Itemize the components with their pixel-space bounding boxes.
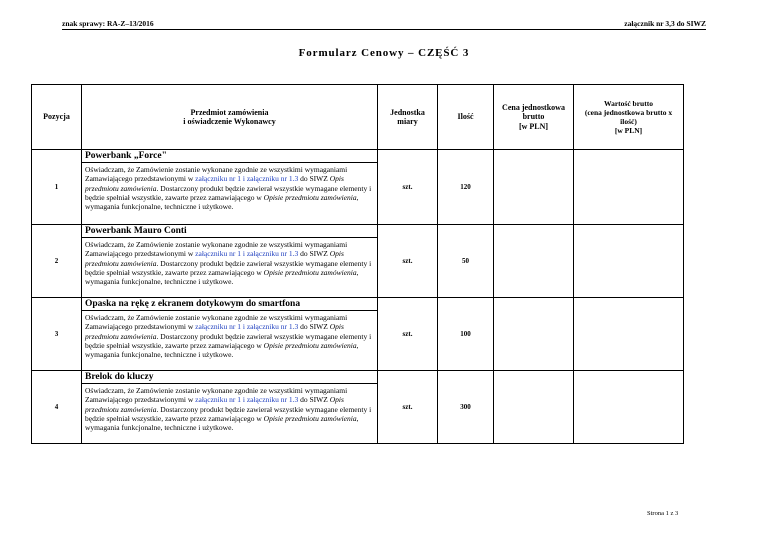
row-unit: szt. — [378, 371, 438, 444]
col-header-quantity: Ilość — [438, 85, 494, 150]
row-unit-price-cell[interactable] — [494, 225, 574, 298]
row-subject — [82, 298, 378, 371]
page-title: Formularz Cenowy – CZĘŚĆ 3 — [298, 47, 470, 59]
attachment-link[interactable]: załączniku nr 1 i załączniku nr 1.3 — [195, 395, 299, 405]
col-header-total: Wartość brutto (cena jednostkowa brutto x ilość) [w PLN] — [574, 85, 684, 150]
row-quantity: 120 — [438, 150, 494, 225]
item-name: Brelok do kluczy — [82, 372, 377, 384]
item-statement: Oświadczam, że Zamówienie zostanie wykonane zgodnie ze wszystkimi wymaganiami Zamawiającego przedstawionymi w załączniku nr 1 i załączniku nr 1.3 do SIWZ Opis przedmiotu zamówienia. Dostarczony produkt będzie zawierał wszystkie wymagane elementy i będzie spełniał wszystkie, zawarte przez zamawiającego w Opisie przedmiotu zamówienia, wymagania funkcjonalne, techniczne i użytkowe. — [85, 240, 372, 287]
row-position: 2 — [32, 225, 82, 298]
col-header-position: Pozycja — [32, 85, 82, 150]
attachment-label: załącznik nr 3,3 do SIWZ — [624, 19, 706, 28]
row-total-cell[interactable] — [574, 225, 684, 298]
page-number: Strona 1 z 3 — [647, 510, 679, 517]
row-quantity: 50 — [438, 225, 494, 298]
item-name: Powerbank Mauro Conti — [82, 226, 377, 238]
header-divider — [62, 29, 706, 30]
table-row — [32, 371, 684, 444]
col-header-subject: Przedmiot zamówienia i oświadczenie Wykonawcy — [82, 85, 378, 150]
attachment-link[interactable]: załączniku nr 1 i załączniku nr 1.3 — [195, 249, 299, 259]
row-total-cell[interactable] — [574, 298, 684, 371]
table-row — [32, 298, 684, 371]
table-header-row — [32, 85, 684, 150]
col-header-unit-price: Cena jednostkowa brutto [w PLN] — [494, 85, 574, 150]
row-unit: szt. — [378, 225, 438, 298]
row-subject — [82, 150, 378, 225]
row-quantity: 100 — [438, 298, 494, 371]
price-form-table — [31, 84, 684, 444]
row-total-cell[interactable] — [574, 371, 684, 444]
case-number: znak sprawy: RA-Z–13/2016 — [62, 19, 154, 28]
col-header-unit: Jednostka miary — [378, 85, 438, 150]
row-unit-price-cell[interactable] — [494, 150, 574, 225]
item-statement: Oświadczam, że Zamówienie zostanie wykonane zgodnie ze wszystkimi wymaganiami Zamawiającego przedstawionymi w załączniku nr 1 i załączniku nr 1.3 do SIWZ Opis przedmiotu zamówienia. Dostarczony produkt będzie zawierał wszystkie wymagane elementy i będzie spełniał wszystkie, zawarte przez zamawiającego w Opisie przedmiotu zamówienia, wymagania funkcjonalne, techniczne i użytkowe. — [85, 386, 372, 433]
item-name: Powerbank „Force" — [82, 151, 377, 163]
row-unit: szt. — [378, 150, 438, 225]
row-subject — [82, 225, 378, 298]
attachment-link[interactable]: załączniku nr 1 i załączniku nr 1.3 — [195, 322, 299, 332]
row-unit-price-cell[interactable] — [494, 298, 574, 371]
row-unit: szt. — [378, 298, 438, 371]
row-total-cell[interactable] — [574, 150, 684, 225]
item-name: Opaska na rękę z ekranem dotykowym do smartfona — [82, 299, 377, 311]
item-statement: Oświadczam, że Zamówienie zostanie wykonane zgodnie ze wszystkimi wymaganiami Zamawiającego przedstawionymi w załączniku nr 1 i załączniku nr 1.3 do SIWZ Opis przedmiotu zamówienia. Dostarczony produkt będzie zawierał wszystkie wymagane elementy i będzie spełniał wszystkie, zawarte przez zamawiającego w Opisie przedmiotu zamówienia, wymagania funkcjonalne, techniczne i użytkowe. — [85, 313, 372, 360]
item-statement: Oświadczam, że Zamówienie zostanie wykonane zgodnie ze wszystkimi wymaganiami Zamawiającego przedstawionymi w załączniku nr 1 i załączniku nr 1.3 do SIWZ Opis przedmiotu zamówienia. Dostarczony produkt będzie zawierał wszystkie wymagane elementy i będzie spełniał wszystkie, zawarte przez zamawiającego w Opisie przedmiotu zamówienia, wymagania funkcjonalne, techniczne i użytkowe. — [85, 165, 372, 212]
row-position: 4 — [32, 371, 82, 444]
row-quantity: 300 — [438, 371, 494, 444]
table-row — [32, 225, 684, 298]
table-row — [32, 150, 684, 225]
attachment-link[interactable]: załączniku nr 1 i załączniku nr 1.3 — [195, 174, 299, 184]
row-unit-price-cell[interactable] — [494, 371, 574, 444]
row-position: 3 — [32, 298, 82, 371]
row-position: 1 — [32, 150, 82, 225]
row-subject — [82, 371, 378, 444]
